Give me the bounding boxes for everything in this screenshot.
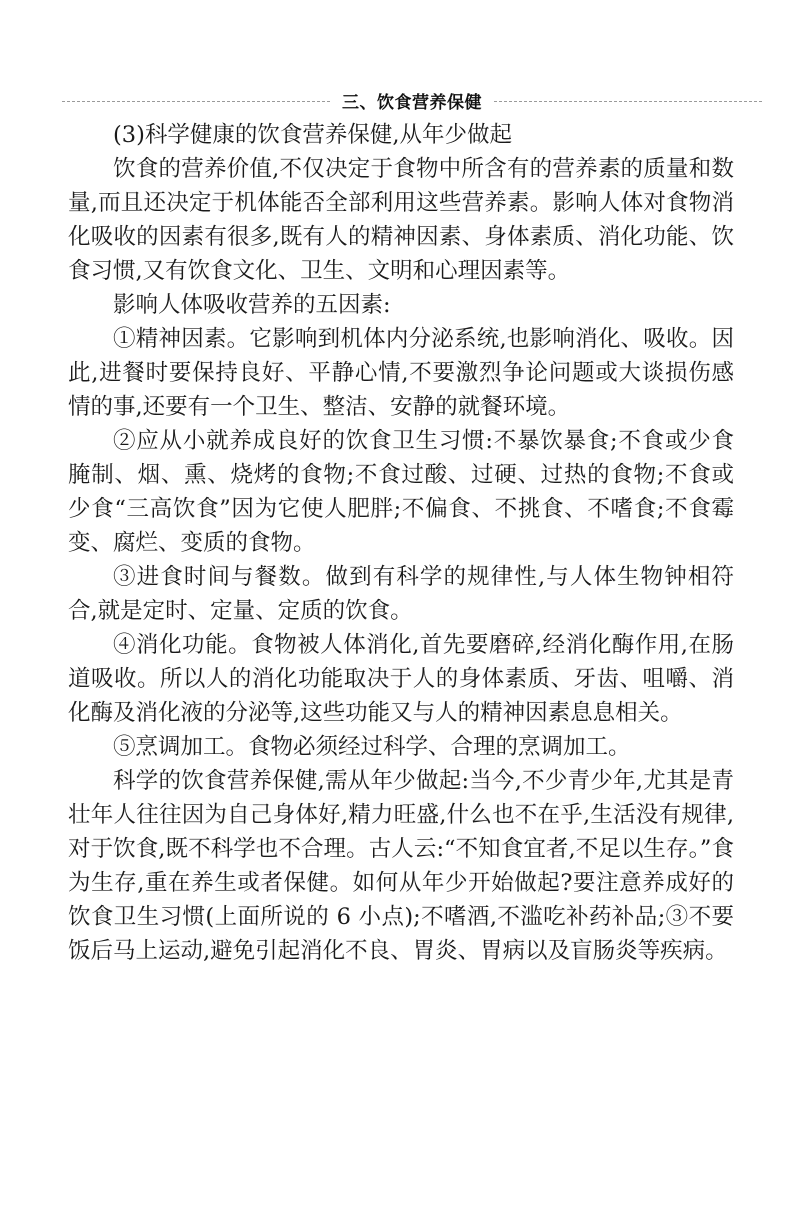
closing-paragraph: 科学的饮食营养保健,需从年少做起:当今,不少青少年,尤其是青壮年人往往因为自己身体好,精力旺盛,什么也不在乎,生活没有规律,对于饮食,既不科学也不合理。古人云:“不知食宜者,不足以生存。”食为生存,重在养生或者保健。如何从年少开始做起?要注意养成好的饮食卫生习惯(上面所说的 6 小点);不嗜酒,不滥吃补药补品;③不要饭后马上运动,避免引起消化不良、胃炎、胃病以及盲肠炎等疾病。	[68, 768, 734, 964]
factor-item-3: ③进食时间与餐数。做到有科学的规律性,与人体生物钟相符合,就是定时、定量、定质的饮食。	[68, 564, 734, 624]
intro-paragraph: 饮食的营养价值,不仅决定于食物中所含有的营养素的质量和数量,而且还决定于机体能否全部利用这些营养素。影响人体对食物消化吸收的因素有很多,既有人的精神因素、身体素质、消化功能、饮食习惯,又有饮食文化、卫生、文明和心理因素等。	[68, 156, 734, 284]
section-heading: (3)科学健康的饮食营养保健,从年少做起	[113, 122, 513, 148]
factor-item-1: ①精神因素。它影响到机体内分泌系统,也影响消化、吸收。因此,进餐时要保持良好、平静心情,不要激烈争论问题或大谈损伤感情的事,还要有一个卫生、整洁、安静的就餐环境。	[68, 326, 734, 420]
factor-item-4: ④消化功能。食物被人体消化,首先要磨碎,经消化酶作用,在肠道吸收。所以人的消化功能取决于人的身体素质、牙齿、咀嚼、消化酶及消化液的分泌等,这些功能又与人的精神因素息息相关。	[68, 632, 734, 726]
factor-item-2: ②应从小就养成良好的饮食卫生习惯:不暴饮暴食;不食或少食腌制、烟、熏、烧烤的食物;不食过酸、过硬、过热的食物;不食或少食“三高饮食”因为它使人肥胖;不偏食、不挑食、不嗜食;不食霉变、腐烂、变质的食物。	[68, 428, 734, 556]
factors-lead: 影响人体吸收营养的五因素:	[113, 292, 391, 318]
factor-item-5: ⑤烹调加工。食物必须经过科学、合理的烹调加工。	[113, 734, 631, 760]
body-text	[68, 118, 734, 968]
dashed-rule-left	[62, 101, 330, 102]
running-head-title: 三、饮食营养保健	[342, 92, 482, 113]
dashed-rule-right	[494, 101, 762, 102]
running-head	[62, 88, 762, 112]
